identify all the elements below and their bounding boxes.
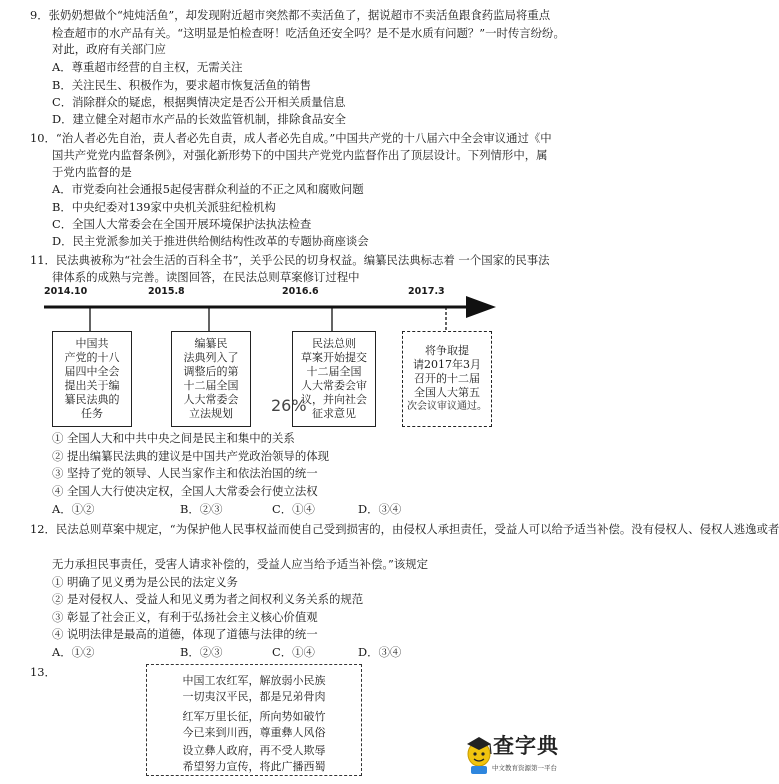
q11-statement-4: ④ 全国人大行使决定权，全国人大常委会行使立法权 xyxy=(52,484,318,498)
timeline-box-2 xyxy=(171,331,251,427)
timeline-box-1 xyxy=(52,331,132,427)
q12-stem-line-2: 无力承担民事责任，受害人请求补偿的，受益人应当给予适当补偿。”该规定 xyxy=(52,557,429,571)
q12-choice-d: D．③④ xyxy=(358,645,402,659)
q13-poem-line-5: 设立彝人政府，再不受人欺辱 xyxy=(182,744,326,757)
timeline-box-4-line-1: 将争取提 xyxy=(425,344,469,357)
timeline-box-1-line-4: 提出关于编 xyxy=(64,379,120,392)
q9-option-b: B．关注民生、积极作为，要求超市恢复活鱼的销售 xyxy=(52,78,311,92)
timeline-box-4-line-2: 请2017年3月 xyxy=(413,358,481,371)
timeline-box-2-line-2: 法典列入了 xyxy=(183,351,239,364)
q9-option-c: C．消除群众的疑虑，根据舆情决定是否公开相关质量信息 xyxy=(52,95,346,109)
q9-option-a: A．尊重超市经营的自主权，无需关注 xyxy=(52,60,243,74)
q9-option-d: D．建立健全对超市水产品的长效监管机制，排除食品安全 xyxy=(52,112,346,126)
timeline-box-4-line-5: 次会议审议通过。 xyxy=(407,401,487,412)
timeline-box-1-line-2: 产党的十八 xyxy=(64,351,120,364)
timeline-box-2-line-4: 十二届全国 xyxy=(183,379,239,392)
q11-stem-line-2: 律体系的成熟与完善。读图回答，在民法总则草案修订过程中 xyxy=(52,270,360,284)
timeline-year-2: 2015.8 xyxy=(148,286,185,297)
timeline-box-2-line-1: 编纂民 xyxy=(194,337,228,350)
timeline-box-1-line-3: 届四中全会 xyxy=(64,365,120,378)
timeline-year-1: 2014.10 xyxy=(44,286,88,297)
q11-statement-1: ① 全国人大和中共中央之间是民主和集中的关系 xyxy=(52,431,295,445)
timeline-box-4-line-3: 召开的十二届 xyxy=(414,372,480,385)
timeline-box-4-line-4: 全国人大第五 xyxy=(414,386,480,399)
q11-choice-d: D．③④ xyxy=(358,502,402,516)
timeline-box-4 xyxy=(402,331,492,427)
timeline-year-3: 2016.6 xyxy=(282,286,319,297)
q10-option-b: B．中央纪委对139家中央机关派驻纪检机构 xyxy=(52,200,276,214)
q10-stem-line-3: 于党内监督的是 xyxy=(52,165,132,179)
q12-choice-b: B．②③ xyxy=(180,645,223,659)
q13-poem-line-1: 中国工农红军，解放弱小民族 xyxy=(182,674,326,687)
q10-option-a: A．市党委向社会通报5起侵害群众利益的不正之风和腐败问题 xyxy=(52,182,364,196)
timeline-box-1-line-1: 中国共 xyxy=(75,337,109,350)
q11-statement-2: ② 提出编纂民法典的建议是中国共产党政治领导的体现 xyxy=(52,449,329,463)
q11-choice-a: A．①② xyxy=(52,502,95,516)
q11-choice-c: C．①④ xyxy=(272,502,315,516)
page-watermark: 26% xyxy=(271,396,307,415)
q12-choice-a: A．①② xyxy=(52,645,95,659)
timeline-box-3-line-3: 十二届全国 xyxy=(306,365,362,378)
q10-stem-line-1: 10．“治人者必先自治，责人者必先自责，成人者必先自成。”中国共产党的十八届六中全会审议通过《中 xyxy=(30,131,552,145)
timeline-box-3-line-5: 议，并向社会 xyxy=(301,393,367,406)
q12-statement-3: ③ 彰显了社会正义，有利于弘扬社会主义核心价值观 xyxy=(52,610,318,624)
logo-text: 查字典 xyxy=(493,734,559,758)
q9-stem-line-2: 检查超市的水产品有关。“这明显是怕检查呀！吃活鱼还安全吗？是不是水质有问题？”一时传言纷纷。 xyxy=(52,26,565,40)
q13-poem-line-4: 今已来到川西，尊重彝人风俗 xyxy=(182,726,326,739)
timeline-box-2-line-5: 人大常委会 xyxy=(183,393,239,406)
q13-poem-line-3: 红军万里长征，所向势如破竹 xyxy=(182,710,326,723)
q10-stem-line-2: 国共产党党内监督条例》，对强化新形势下的中国共产党党内监督作出了顶层设计。下列情形中，属 xyxy=(52,148,548,162)
timeline-year-4: 2017.3 xyxy=(408,286,445,297)
q13-poem-box xyxy=(146,664,362,776)
timeline-arrowhead xyxy=(466,296,496,318)
logo-subtitle: 中文教育资源第一平台 xyxy=(492,764,557,772)
q10-option-c: C．全国人大常委会在全国开展环境保护法执法检查 xyxy=(52,217,312,231)
q9-stem-line-1: 9．张奶奶想做个“炖炖活鱼”，却发现附近超市突然都不卖活鱼了，据说超市不卖活鱼跟食药监局将重点 xyxy=(30,8,551,22)
timeline-box-2-line-3: 调整后的第 xyxy=(183,365,239,378)
q12-statement-1: ① 明确了见义勇为是公民的法定义务 xyxy=(52,575,238,589)
timeline-box-3-line-4: 人大常委会审 xyxy=(301,379,367,392)
q12-statement-4: ④ 说明法律是最高的道德，体现了道德与法律的统一 xyxy=(52,627,318,641)
q12-stem-line-1: 12．民法总则草案中规定，“为保护他人民事权益而使自己受到损害的，由侵权人承担责任，受益人可以给予适当补偿。没有侵权人、侵权人逃逸或者 xyxy=(30,522,779,536)
timeline-box-3-line-1: 民法总则 xyxy=(312,337,356,350)
q11-statement-3: ③ 坚持了党的领导、人民当家作主和依法治国的统一 xyxy=(52,466,318,480)
timeline-box-1-line-6: 任务 xyxy=(81,407,103,420)
q12-statement-2: ② 是对侵权人、受益人和见义勇为者之间权利义务关系的规范 xyxy=(52,592,364,606)
q11-choice-b: B．②③ xyxy=(180,502,223,516)
timeline-box-1-line-5: 纂民法典的 xyxy=(64,393,120,406)
q13-number: 13． xyxy=(30,665,56,679)
timeline-box-3-line-2: 草案开始提交 xyxy=(301,351,367,364)
q12-choice-c: C．①④ xyxy=(272,645,315,659)
q11-stem-line-1: 11．民法典被称为“社会生活的百科全书”，关乎公民的切身权益。编纂民法典标志着 一个国家的民事法 xyxy=(30,253,550,267)
q10-option-d: D．民主党派参加关于推进供给侧结构性改革的专题协商座谈会 xyxy=(52,234,369,248)
q13-poem-line-2: 一切夷汉平民，都是兄弟骨肉 xyxy=(182,690,326,703)
q9-stem-line-3: 对此，政府有关部门应 xyxy=(52,42,166,56)
q13-poem-line-6: 希望努力宣传，将此广播西蜀 xyxy=(182,760,326,773)
timeline-box-3-line-6: 征求意见 xyxy=(312,407,356,420)
timeline-box-2-line-6: 立法规划 xyxy=(189,407,233,420)
